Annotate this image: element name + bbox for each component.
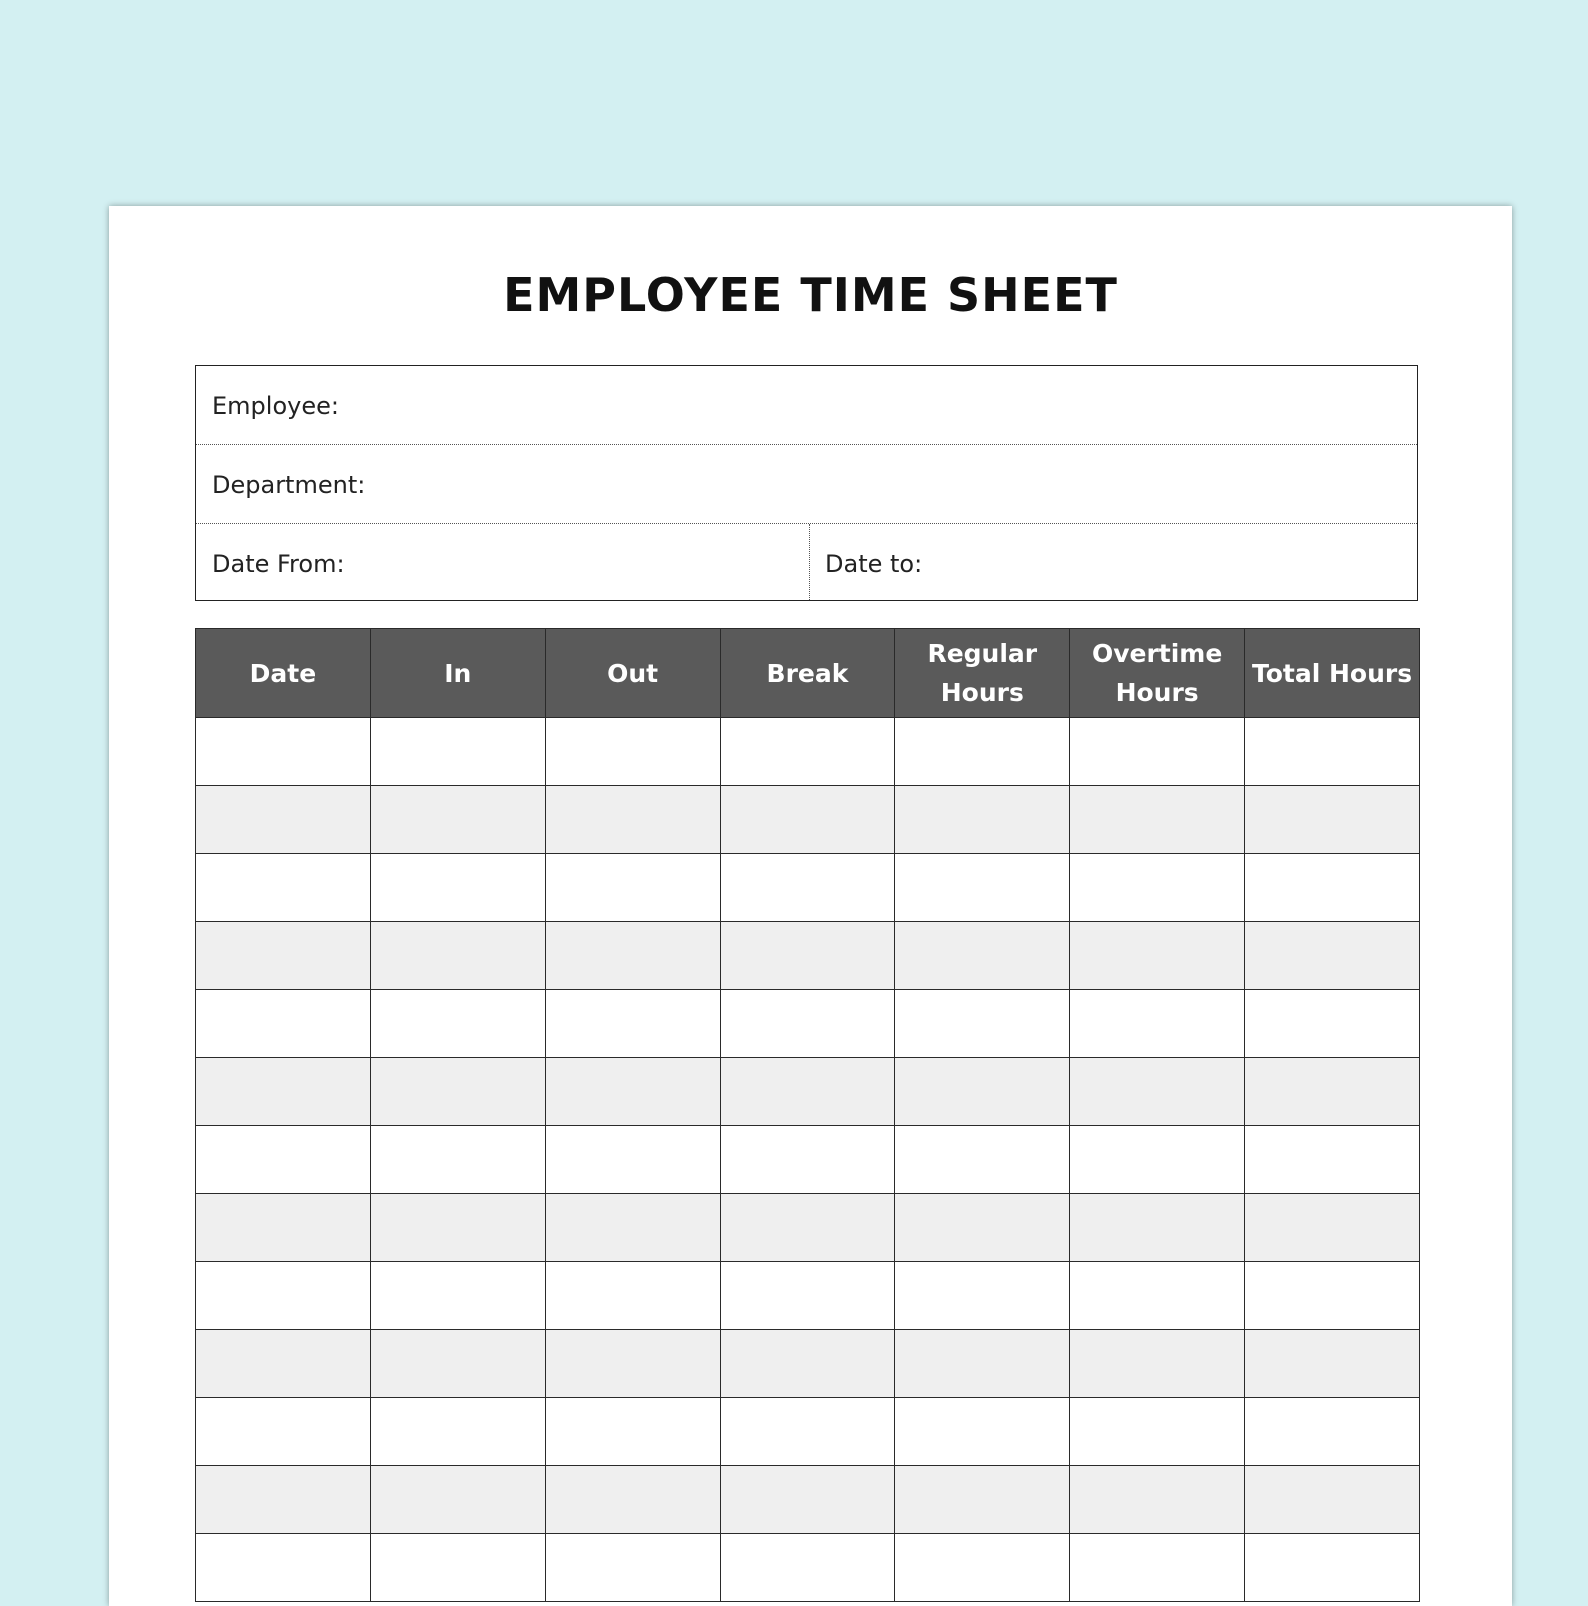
table-cell[interactable] <box>545 1466 720 1534</box>
table-cell[interactable] <box>1245 1466 1420 1534</box>
table-cell[interactable] <box>720 1398 895 1466</box>
table-cell[interactable] <box>1070 1262 1245 1330</box>
timesheet-page <box>109 206 1512 1606</box>
employee-info-box <box>195 365 1418 601</box>
table-cell[interactable] <box>196 854 371 922</box>
table-row <box>196 1194 1420 1262</box>
table-cell[interactable] <box>545 1058 720 1126</box>
table-cell[interactable] <box>895 990 1070 1058</box>
table-cell[interactable] <box>1070 1398 1245 1466</box>
column-header-regular-hours: Regular Hours <box>895 629 1070 718</box>
table-row <box>196 1058 1420 1126</box>
table-cell[interactable] <box>196 1058 371 1126</box>
table-cell[interactable] <box>196 1262 371 1330</box>
table-cell[interactable] <box>196 1126 371 1194</box>
table-cell[interactable] <box>545 922 720 990</box>
table-row <box>196 922 1420 990</box>
table-row <box>196 1262 1420 1330</box>
column-header-break: Break <box>720 629 895 718</box>
table-cell[interactable] <box>196 990 371 1058</box>
table-cell[interactable] <box>196 1398 371 1466</box>
table-cell[interactable] <box>895 1262 1070 1330</box>
table-cell[interactable] <box>720 990 895 1058</box>
table-cell[interactable] <box>370 1330 545 1398</box>
page-title: EMPLOYEE TIME SHEET <box>503 268 1118 322</box>
table-cell[interactable] <box>1245 1330 1420 1398</box>
table-row <box>196 1330 1420 1398</box>
table-cell[interactable] <box>196 922 371 990</box>
table-cell[interactable] <box>1070 854 1245 922</box>
table-cell[interactable] <box>370 922 545 990</box>
column-header-out: Out <box>545 629 720 718</box>
table-cell[interactable] <box>1070 1058 1245 1126</box>
table-cell[interactable] <box>895 718 1070 786</box>
table-cell[interactable] <box>895 1194 1070 1262</box>
table-cell[interactable] <box>196 718 371 786</box>
table-cell[interactable] <box>545 1194 720 1262</box>
table-cell[interactable] <box>545 718 720 786</box>
table-cell[interactable] <box>196 1194 371 1262</box>
table-cell[interactable] <box>370 1534 545 1602</box>
table-cell[interactable] <box>370 1398 545 1466</box>
table-cell[interactable] <box>545 786 720 854</box>
employee-label: Employee: <box>212 392 339 420</box>
table-row <box>196 854 1420 922</box>
table-cell[interactable] <box>545 854 720 922</box>
table-cell[interactable] <box>720 786 895 854</box>
table-cell[interactable] <box>1245 718 1420 786</box>
table-cell[interactable] <box>1245 1534 1420 1602</box>
table-cell[interactable] <box>1070 990 1245 1058</box>
table-cell[interactable] <box>370 1126 545 1194</box>
table-cell[interactable] <box>545 1262 720 1330</box>
table-cell[interactable] <box>895 1466 1070 1534</box>
table-cell[interactable] <box>196 1330 371 1398</box>
table-cell[interactable] <box>1245 786 1420 854</box>
table-cell[interactable] <box>545 1534 720 1602</box>
table-cell[interactable] <box>1245 1058 1420 1126</box>
table-cell[interactable] <box>895 1330 1070 1398</box>
table-cell[interactable] <box>545 990 720 1058</box>
table-cell[interactable] <box>370 1262 545 1330</box>
table-cell[interactable] <box>370 718 545 786</box>
column-header-date: Date <box>196 629 371 718</box>
table-cell[interactable] <box>1245 854 1420 922</box>
column-header-total-hours: Total Hours <box>1245 629 1420 718</box>
table-cell[interactable] <box>1070 718 1245 786</box>
table-row <box>196 1126 1420 1194</box>
table-cell[interactable] <box>370 854 545 922</box>
table-row <box>196 990 1420 1058</box>
table-cell[interactable] <box>1245 922 1420 990</box>
table-cell[interactable] <box>720 1194 895 1262</box>
table-cell[interactable] <box>895 1058 1070 1126</box>
table-cell[interactable] <box>720 718 895 786</box>
date-to-field[interactable] <box>809 524 1417 600</box>
table-cell[interactable] <box>196 786 371 854</box>
table-cell[interactable] <box>720 922 895 990</box>
table-cell[interactable] <box>895 786 1070 854</box>
table-cell[interactable] <box>895 1126 1070 1194</box>
table-cell[interactable] <box>720 854 895 922</box>
table-cell[interactable] <box>370 1466 545 1534</box>
table-cell[interactable] <box>895 854 1070 922</box>
table-cell[interactable] <box>1070 786 1245 854</box>
table-cell[interactable] <box>1070 1534 1245 1602</box>
table-cell[interactable] <box>370 1058 545 1126</box>
table-cell[interactable] <box>545 1330 720 1398</box>
table-cell[interactable] <box>1070 1126 1245 1194</box>
table-header-row <box>196 629 1420 718</box>
table-cell[interactable] <box>370 1194 545 1262</box>
department-label: Department: <box>212 471 366 499</box>
table-cell[interactable] <box>196 1466 371 1534</box>
date-from-label: Date From: <box>212 550 345 578</box>
table-cell[interactable] <box>1245 1398 1420 1466</box>
table-cell[interactable] <box>1245 1194 1420 1262</box>
table-cell[interactable] <box>370 786 545 854</box>
table-cell[interactable] <box>1070 1330 1245 1398</box>
table-cell[interactable] <box>196 1534 371 1602</box>
table-row <box>196 1398 1420 1466</box>
table-cell[interactable] <box>545 1126 720 1194</box>
table-cell[interactable] <box>720 1126 895 1194</box>
table-cell[interactable] <box>895 1534 1070 1602</box>
table-cell[interactable] <box>720 1534 895 1602</box>
table-cell[interactable] <box>1070 1466 1245 1534</box>
table-cell[interactable] <box>720 1262 895 1330</box>
time-entry-rows <box>196 718 1420 1602</box>
date-from-field[interactable] <box>196 524 810 600</box>
date-range-row <box>196 524 1417 600</box>
table-cell[interactable] <box>720 1058 895 1126</box>
table-cell[interactable] <box>1070 922 1245 990</box>
table-cell[interactable] <box>1070 1194 1245 1262</box>
table-cell[interactable] <box>370 990 545 1058</box>
table-cell[interactable] <box>1245 1262 1420 1330</box>
column-header-in: In <box>370 629 545 718</box>
table-row <box>196 1534 1420 1602</box>
table-cell[interactable] <box>895 922 1070 990</box>
time-entry-table <box>195 628 1420 1602</box>
table-cell[interactable] <box>720 1330 895 1398</box>
department-row[interactable] <box>196 445 1417 524</box>
table-cell[interactable] <box>720 1466 895 1534</box>
table-cell[interactable] <box>1245 990 1420 1058</box>
employee-row[interactable] <box>196 366 1417 445</box>
table-row <box>196 718 1420 786</box>
column-header-overtime-hours: Overtime Hours <box>1070 629 1245 718</box>
table-cell[interactable] <box>1245 1126 1420 1194</box>
date-to-label: Date to: <box>825 550 923 578</box>
table-cell[interactable] <box>545 1398 720 1466</box>
table-cell[interactable] <box>895 1398 1070 1466</box>
table-row <box>196 786 1420 854</box>
table-row <box>196 1466 1420 1534</box>
